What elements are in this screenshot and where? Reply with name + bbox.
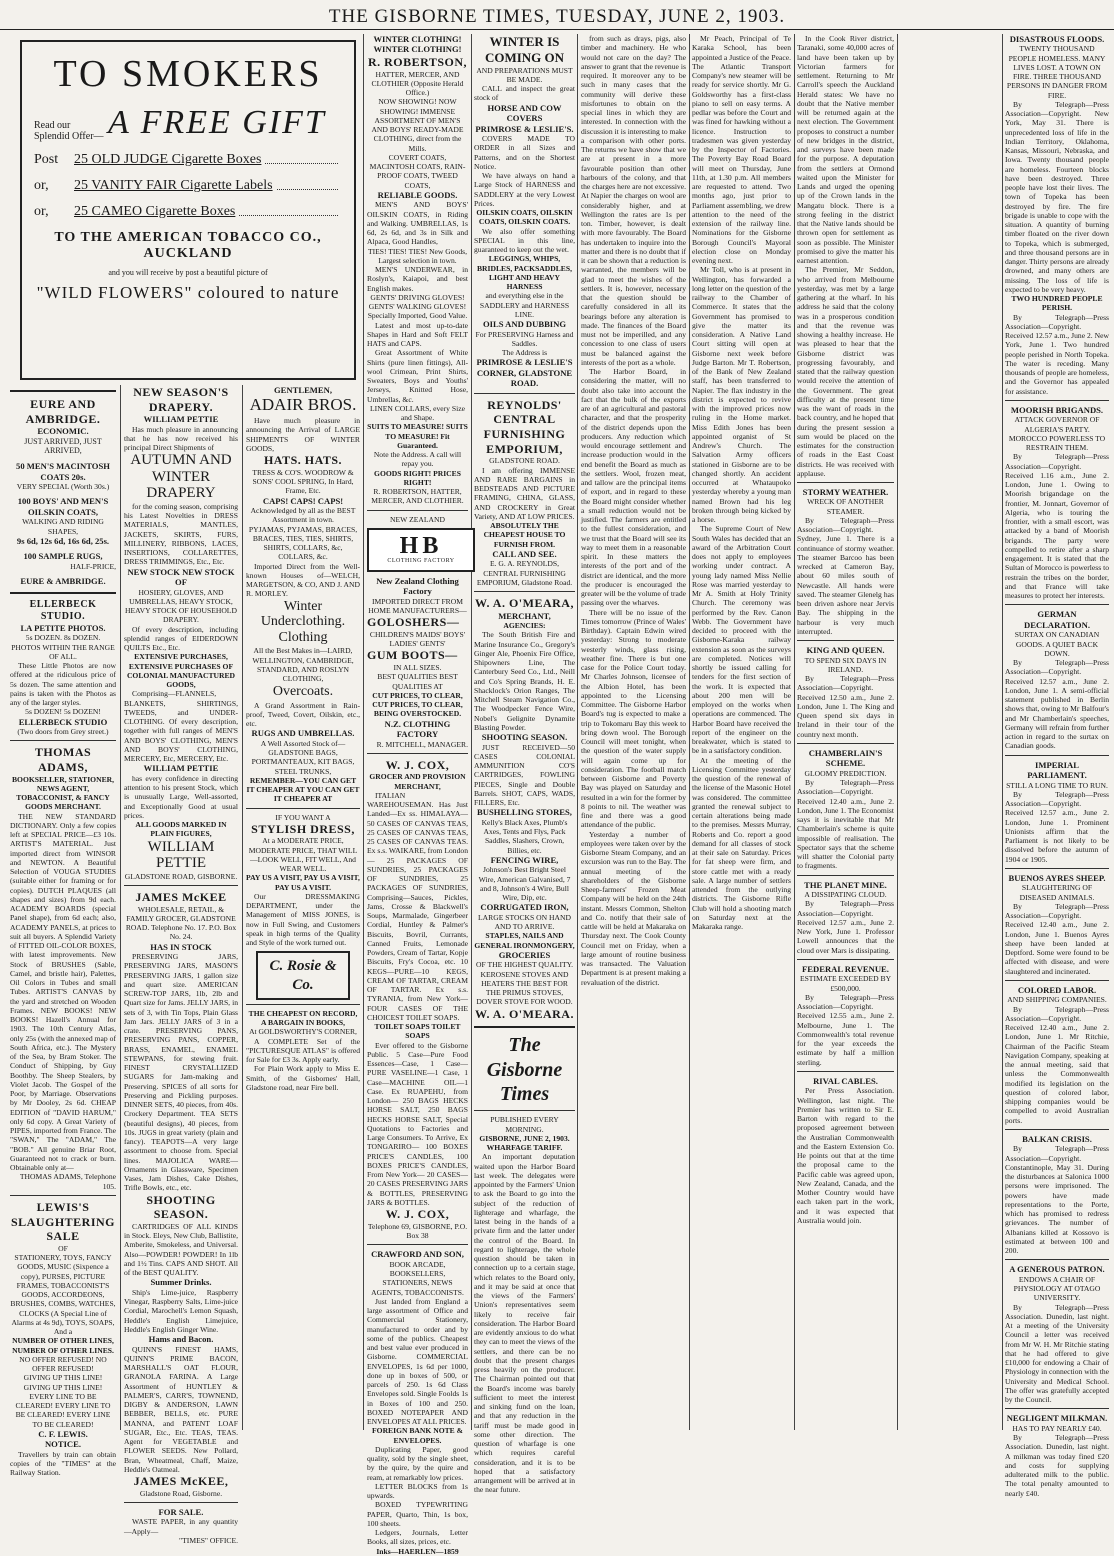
king-text: By Telegraph—Press Association—Copyright. Received 12.50 a.m., June 2. London, June 1. The King and Queen spend six days in Ireland in their tour of the country next month. [797,674,894,739]
lewis-number: NUMBER OF OTHER LINES, NUMBER OF OTHER LINES. [12,1336,114,1355]
crawford-sub: BOOK ARCADE, [389,1259,446,1269]
every-line: EVERY LINE TO BE CLEARED! EVERY LINE TO BE CLEARED! EVERY LINE TO BE CLEARED! [15,1391,111,1429]
article-text: The Supreme Court of New South Wales has decided that an award of the Arbitration Court does not apply to employees working under contract. A young lady named Miss Nellie Rose was married yesterday to Mr A. Smith at Holy Trinity Church. The ceremony was performed by the Rev. Canon Webb. The Government have decided to proceed with the Gisborne-Karaka railway extension as soon as the surveys are completed. Notices will shortly be issued calling for tenders for the first section of the work. It is expected that about 200 men will be employed on the works when operations are commenced. The Harbor Board have received the report of the engineer on the breakwater, which is stated to be in a satisfactory condition. [692,524,791,756]
new-stock: NEW STOCK NEW STOCK OF [127,566,235,588]
stormy-sub: WRECK OF ANOTHER STEAMER. [807,497,884,516]
macintosh-coats: 50 MEN'S MACINTOSH COATS 20s. [16,461,110,482]
omeara-title: W. A. O'MEARA, [475,596,574,611]
hats-hats: HATS. HATS. [263,453,343,468]
winter-sub: AND PREPARATIONS MUST BE MADE. [476,65,573,84]
negligent-text: By Telegraph—Press Association. Dunedin, last night. A milkman was today fined £20 and costs for supplying adulterated milk to the public. The total penalty amounted to nearly £40. [1005,1433,1109,1498]
chamberlain-title: CHAMBERLAIN'S SCHEME. [808,747,883,769]
mckee-items: PRESERVING JARS, PRESERVING JARS, MASON'S PRESERVING JARS, 1 gallon size and quart size. AMERICAN SCREW-TOP JARS, 1lb, 2lb and Quart size for Jams. JELLY JARS, in sets of 3, with Tin Tops, Plain Glass Jam Jars. JELLY JARS of 3 in a crate. PRESERVING PANS, PRESERVING PANS, COPPER, BRASS, ENAMEL, ENAMEL STEWPANS, for stewing fruit. FINEST CRYSTALLIZED SUGARS for Jam-making and Preserving. SPICES of all sorts for Preserving and Pickling purposes. DINNER SETS, 40 pieces, from 40s. Crockery Department. TEA SETS (beautiful designs), 40 pieces, from 10s. JUGS in great variety (plain and fancy). TEAPOTS—A very large assortment to choose from. Special lines. MAJOLICA WARE—Ornaments in Glassware, Specimen Vases, Jam Dishes, Cake Dishes, Trifle Bowls, etc., etc. [124,952,238,1193]
gentlemen: GENTLEMEN, [273,385,333,395]
oils-dubbing: OILS AND DUBBING [482,319,567,330]
rugs-note: HALF-PRICE, [70,561,116,571]
winter-underclothing: Winter Underclothing. [260,598,346,629]
company-name: TO THE AMERICAN TOBACCO CO., AUCKLAND [54,230,322,261]
remember: REMEMBER—YOU CAN GET IT CHEAPER AT YOU CAN GET IT CHEAPER AT [246,775,360,804]
column-rule [794,34,795,1430]
dateline: GISBORNE, JUNE 2, 1903. [479,1133,570,1143]
winter-coming: WINTER IS COMING ON [484,34,565,65]
wild-flowers: "WILD FLOWERS" coloured to nature [36,283,340,302]
rugs-text: A Well Assorted Stock of—GLADSTONE BAGS, PORTMANTEAUX, KIT BAGS, STEEL TRUNKS, [251,738,355,776]
nzcf-sign: N.Z. CLOTHING FACTORY [384,718,451,740]
cox-address: Telephone 69, GISBORNE, P.O. Box 38 [367,1221,468,1241]
generous-text: By Telegraph—Press Association. Dunedin, last night. At a meeting of the University Council a letter was received from Mr W. H. Mr Ritchie stating that he had offered to give £10,000 for endowing a Chair of Physiology in connection with the University and Medical School. The offer was gratefully accepted by the Council. [1005,1302,1109,1405]
rival-text: Per Press Association. Wellington, last night. The Premier has written to Sir E. Barton with regard to the proposed agreement between the Australian Commonwealth and the Eastern Extension Co. He points out that at the time the proposal came to the Pacific cable was agreed upon, New Zealand, Canada, and the Mother Country would have each taken part in the work, and it was expected that Australia would join. [797,1086,894,1225]
best-qualities: BEST QUALITIES BEST QUALITIES AT [377,672,458,691]
smokers-advert [20,40,356,380]
planet-title: THE PLANET MINE. [804,879,887,890]
overcoats: Overcoats. [272,684,334,700]
coats-note: VERY SPECIAL (Worth 30s.) [16,482,110,492]
stylish-dress: STYLISH DRESS, [251,821,355,836]
buenos-title: BUENOS AYRES SHEEP. [1008,872,1106,883]
oilskin-prices: 9s 6d, 12s 6d, 16s 6d, 25s. [16,535,110,546]
call-and-see: CALL AND SEE. [492,548,557,559]
german-text: By Telegraph—Press Association—Copyright. Received 12.57 a.m., June 2. London, June 1. A semi-official statement published in Berlin shows that, owing to Mr Balfour's and Mr Chamberlain's speeches, Germany will refrain from further action in regard to the surtax on Canadian goods. [1005,658,1109,751]
mckee-stock: HAS IN STOCK [150,941,212,952]
mitchell: R. MITCHELL, MANAGER. [376,739,468,749]
offer-prefix: or, [34,204,49,219]
oils-note: For PRESERVING Harness and Saddles. [475,329,574,348]
article-text: At the meeting of the Licensing Committee yesterday the question of the renewal of the license of the Masonic Hotel was considered. The committee granted the renewal subject to certain alterations being made to the premises. Messrs Murray, Roberts and Co. report a good demand for all classes of stock at their sale on Saturday. Prices for fat sheep were firm, and store cattle met with a ready sale. A large number of settlers attended from the outlying districts. The Gisborne Rifle Club will hold a shooting match on Saturday next at the Makaraka range. [692,755,791,931]
masthead: THE GISBORNE TIMES, TUESDAY, JUNE 2, 1903. [0,0,1114,30]
colored-title: COLORED LABOR. [1017,984,1097,995]
article-text: There will be no issue of the Times tomorrow (Prince of Wales' Birthday). Captain Edwin wired yesterday: Strong to moderate westerly winds, glass rising, weather fine. There is but one case for the Police Court today. Mr Charles Johnson, licensee of the Albion Hotel, has been appointed to the Licensing Committee. The Gisborne Harbor Board's tug is expected to make a trip to Tokomaru Bay this week to bring down wool. The Borough Council will meet tonight, when the question of the water supply will again come up for consideration. The football match between Gisborne and Poverty Bay was played on Saturday and resulted in a win for the former by 8 points to nil. The weather was fine and there was a good attendance of the public. [581,607,686,830]
agencies-text: The South British Fire and Marine Insurance Co., Gregory's Ginger Ale, Phoenix Fire Office, Shipowners Line, The Canterbury Seed Co., Ltd., Neill and Co's Spring Brands, H. E. Shacklock's Orion Ranges, The Mitchell Steam Navigation Co., The Woodpecker Fence Wire, Nobel's Gelignite Dynamite Blasting Powder. [474,630,575,732]
reynolds-text: I am offering IMMENSE AND RARE BARGAINS in BEDSTEADS AND PICTURE FRAMING, CHINA, GLASS, AND CROCKERY in Great Variety, AND AT LOW PRICES. [474,465,575,521]
atlas-offer: A COMPLETE Set of the "PICTURESQUE ATLAS" is offered for Sale for £3 3s. Apply early. [246,1036,360,1065]
clothing: Clothing [278,630,328,646]
corrugated-iron: CORRUGATED IRON, [480,902,569,913]
mckee-sub: WHOLESALE, RETAIL, & FAMILY GROCER, GLADSTONE ROAD. Telephone No. 17. P.O. Box No. 24. [125,904,237,942]
column-rule [242,385,243,1430]
floods-sub: TWENTY THOUSAND PEOPLE HOMELESS. MANY LIVES LOST. A TOWN ON FIRE. THREE THOUSAND PERSONS IN DANGER FROM FIRE. [1006,44,1108,100]
editorial: An important deputation waited upon the Harbor Board last week. The delegates were appointed by the Farmers' Union to ask the Board to go into the subject of the reduction of lighterage and wharfage, the latest being in the hands of a private firm and the latter under the control of the Board. In regard to lighterage, the whole question should be taken in connection up to a certain stage, which relates to the Board only, and it may be said at once that the views of the Farmers' Union's representatives seem likely to receive fair consideration. The Harbor Board are evidently anxious to do what they can to meet the views of the settlers, and there can be no doubt that the present charges press heavily on the producer. The Chairman pointed out that the Board's income was barely sufficient to meet the interest and sinking fund on the loan, and that any reduction in the tariff must be made good in some other direction. The question of wharfage is one which requires careful consideration, and it is to be hoped that a satisfactory arrangement will be arrived at in the near future. [474,1152,575,1495]
underwear: MEN'S UNDERWEAR, in Roslyn's, Kaiapoi, and best English makes. [367,265,468,293]
omeara-merchant: MERCHANT, [498,610,551,621]
pay-visit: PAY US A VISIT, PAY US A VISIT, PAY US A VISIT. [246,873,360,892]
caps: CAPS! CAPS! CAPS! [262,495,344,506]
negligent-title: NEGLIGENT MILKMAN. [1006,1413,1108,1424]
pettie-big: WILLIAM PETTIE [147,838,215,872]
bushelling-stores: BUSHELLING STORES, [477,807,572,818]
rugs-umbrellas: RUGS AND UMBRELLAS. [251,728,355,739]
generous-sub: ENDOWS A CHAIR OF PHYSIOLOGY AT OTAGO UNIVERSITY. [1013,1274,1101,1303]
no-offer-refused: NO OFFER REFUSED! NO OFFER REFUSED! [19,1354,107,1374]
fencing-text: Johnson's Best Bright Steel Wire, American Galvanised, 7 and 8, Johnson's 4 Wire, Bull Wire, Dip, etc. [478,865,571,903]
plain-figures: ALL GOODS MARKED IN PLAIN FIGURES, [135,820,227,839]
shooting-items: CARTRIDGES OF ALL KINDS in Stock. Eleys, New Club, Ballistite, Amberite, Smokeless, and Universal. Also—POWDER! POWDER! In 1lb and 1½ Tins. CAPS AND SHOT. All of the BEST QUALITY. [124,1221,238,1278]
corrugated-text: LARGE STOCKS ON HAND AND TO ARRIVE. [478,912,571,932]
cox-text-2: Ever offered to the Gisborne Public. 5 Case—Pure Food Essences—Case, 1 Case—PURE VASELINE—1 Case, 1 Case—MACHINE OIL—1 Case. Ex RUAPEHU, from London— 250 BAGS HECKS HORSE SALT, 250 BAGS HECKS HORSE SALT, Special Quotations to Factories and Large Consumers. To Arrive, Ex TONGARIRO— 100 BOXES PRICE'S CANDLES, 100 BOXES PRICE'S CANDLES, From New York— 20 CASES—20 CASES PRESERVING JARS & BOTTLES, PRESERVING JARS & BOTTLES. [367,1040,468,1207]
article-text: The Harbor Board, in considering the matter, will no doubt also take into account the fact that the bulk of the exports are of an agricultural and pastoral character, and that the prosperity of the district depends upon the producers. Any reduction which would encourage settlement and increase production would in the end benefit the Board as much as the settlers. Wool, frozen meat, and tallow are the principal items of export, and in regard to these the Board might consider whether a small reduction would not be justified. The farmers are entitled to the fullest consideration, and we trust that the Board will see its way to meet them in a reasonable spirit. In these matters the interests of the port and of the district are identical, and the more the producer is encouraged the greater will be the volume of trade passing over the wharves. [581,367,687,608]
reliable-goods: RELIABLE GOODS. [377,189,458,200]
fencing-wire: FENCING WIRE, [490,854,559,865]
offer-note: and you will receive by post a beautiful picture of [108,268,268,277]
hats-text: TRESS & CO'S. WOODROW & SONS' COOL SPRING, In Hard, Frame, Etc. [252,467,354,496]
column-3 [246,385,360,1430]
column-rule [897,34,898,1430]
times-office: "TIMES" OFFICE. [179,1535,238,1545]
lewis-of: OF [58,1243,68,1253]
staples: STAPLES, NAILS AND GENERAL IRONMONGERY, [474,931,575,950]
adams-sign: THOMAS ADAMS, Telephone 105. [19,1172,116,1191]
chamberlain-sub: GLOOMY PREDICTION. [804,768,887,778]
column-2 [124,385,238,1545]
offer-row [34,152,342,168]
pettie-address: GLADSTONE ROAD, GISBORNE. [124,871,238,881]
two-hundred: TWO HUNDRED PEOPLE PERISH. [1011,294,1103,313]
article-text: Mr Peach, Principal of Te Karaka School, has been appointed a Justice of the Peace. The Atlantic Transport Company's new steamer will be ready for service shortly. Mr G. Goldsworthy has a first-class piano to sell on easy terms. A pedlar was before the Court and was fined for hawking without a licence. Instruction to tradesmen was given yesterday by the Inspector of Factories. The Poverty Bay Road Board will meet on Thursday, June 11th, at 1.30 p.m. All members are requested to attend. Two months ago, just prior to Parliament assembling, we drew attention to the need of the extension of the railway line. Nominations for the Gisborne Borough Council's Mayoral election close on Monday evening next. [692,34,791,265]
bushelling-text: Kelly's Black Axes, Plumb's Axes, Tents and Flys, Pack Saddles, Slashers, Crown, Billies, etc. [481,817,568,855]
best-makes: All the Best Makes in—LAIRD, WELLINGTON, CAMBRIDGE, STANDARD, AND ROSLYN CLOTHING, [252,646,354,684]
dotted-leader [239,204,338,216]
price-dozen: 5s DOZEN. 8s DOZEN. [25,633,101,643]
lewis-title: LEWIS'S SLAUGHTERING SALE [10,1199,116,1244]
offer-prefix: Post [34,152,59,167]
nz-clothing-factory: New Zealand Clothing Factory [376,575,459,597]
plain-work: For Plain Work apply to Miss E. Smith, of the Gisbornes' Hall, Gladstone road, near Fire bell. [246,1064,360,1092]
leggings: LEGGINGS, WHIPS, BRIDLES, PACKSADDLES, LIGHT AND HEAVY HARNESS [476,254,572,292]
two-text: By Telegraph—Press Association—Copyright. Received 12.57 a.m., June 2. New York, June 1. Two hundred people perished in North Topeka. The water is receding. Many thousands of people are homeless, and the Governor has appealed for assistance. [1005,312,1109,396]
for-sale: FOR SALE. [158,1506,204,1517]
gloves: GENTS' DRIVING GLOVES! GENTS' WALKING GLOVES! Specially Imported, Good Value. [367,292,468,321]
summer-items: Ship's Lime-juice, Raspberry Vinegar, Raspberry Salts, Lime-juice Cordial, Marochell's Lemon Squash, Heddle's English Limejuice, Heddle's English Ginger Wine. [124,1287,238,1334]
planet-text: By Telegraph—Press Association—Copyright. Received 12.57 a.m., June 2. New York, June 1. Professor Lowell announces that the cloud over Mars is dissipating. [797,899,894,955]
gisborne-times-title: The Gisborne Times [486,1034,563,1106]
goods-right: GOODS RIGHT! PRICES RIGHT! [374,468,461,487]
robertson-sign: R. ROBERTSON, HATTER, MERCER, AND CLOTHIER. [371,487,464,506]
oilskin-coats-2: OILSKIN COATS, OILSKIN COATS, OILSKIN COATS. [476,208,573,227]
adams-title: THOMAS ADAMS, [34,745,92,775]
pyjamas: PYJAMAS, PYJAMAS, BRACES, BRACES, TIES, TIES, SHIRTS, SHIRTS, COLLARS, &c, COLLARS, &c. [248,524,358,562]
adair-title: ADAIR BROS. [249,395,357,415]
imperial-sub: STILL A LONG TIME TO RUN. [1006,780,1108,790]
pettie-text: has every confidence in directing attention to his present Stock, which is unusually Large, Well-assorted, and Exceptionally Good at usual prices. [124,773,238,820]
lewis-and: And a [53,1327,73,1337]
shooting-text: JUST RECEIVED—50 CASES COLONIAL AMMUNITION CO'S CARTRIDGES, FOWLING PIECES, Single and Double Barrels. SHOT, CAPS, WADS, FILLERS, Etc. [474,742,575,808]
moorish-text: By Telegraph—Press Association—Copyright. Received 1.16 a.m., June 2. London, June 1. Owing to Moorish brigandage on the frontier, M. Jonnart, Governor of Algeria, who is touring the frontier, with a small escort, was attacked by a band of Moorish brigands. The party were compelled to retire after a sharp engagement. It is stated that the Sultan of Morocco is powerless to restrain the tribes on the border, and that France will take measures to protect her interests. [1005,452,1109,601]
goldsworthy-corner: At GOLDSWORTHY'S CORNER, [249,1027,357,1037]
column-rule [471,34,472,1430]
mckee-title: JAMES McKEE [135,889,227,904]
lewis-sign: C. F. LEWIS. [38,1428,88,1439]
waste-paper: WASTE PAPER, in any quantity—Apply— [124,1517,238,1536]
now-showing: NOW SHOWING! NOW SHOWING! IMMENSE ASSORTMENT OF MEN'S AND BOYS' READY-MADE CLOTHING, direct from the Mills. [371,97,464,153]
column-8 [797,34,894,1430]
photos-range: PHOTOS WITHIN THE RANGE OF ALL. [11,642,115,661]
photos-text: These Little Photos are now offered at the ridiculous price of 5s dozen. The same attention and pains is taken with the Photos as any of the larger styles. [10,661,116,708]
federal-title: FEDERAL REVENUE. [802,963,889,974]
drapery-title: NEW SEASON'S DRAPERY. [133,385,229,414]
smokers-title: TO SMOKERS [53,53,323,95]
article-text: from such as drays, pigs, also timber and machinery. He who would not care on the day? The answer to grant that the revenue is required. It moreover any to be such in many cases that the community will derive these misfortunes to obtain on the special lines in which they are interested. In connection with the discussion it is interesting to make a comparison with other ports. The returns we have show that we are at present in a more favourable position than other harbours of the colony, and that the charges here are not excessive. At Napier the charges on wool are considerably higher, and at Wellington the rates are 1s per ton. Timber, however, is dealt with more favourably. The Board has undertaken to inquire into the matter and there is no doubt that if it can be shown that a reduction is warranted, the members will be glad to meet the wishes of the settlers. It is, however, necessary that the question should be carefully considered in all its bearings before any alteration is made. The finances of the Board must not be imperilled, and any concession to one class of users must be balanced against the interests of the port as a whole. [581,34,686,367]
studio-note: (Two doors from Grey street.) [17,727,109,737]
published: PUBLISHED EVERY MORNING. [490,1115,559,1134]
foreign-text: Duplicating Paper, good quality, sold by the single sheet, by the quire, by the quire and ream, at remarkably low prices. [367,1444,468,1482]
note-address: Note the Address. A call will repay you. [373,450,462,469]
offer-item: 25 CAMEO Cigarette Boxes [74,204,236,219]
nz-title: NEW ZEALAND [390,514,445,524]
foreign-bank-note: FOREIGN BANK NOTE & ENVELOPES. [372,1426,463,1445]
offer-item: 25 VANITY FAIR Cigarette Labels [74,178,273,193]
extensive: EXTENSIVE PURCHASES, EXTENSIVE PURCHASES OF COLONIAL MANUFACTURED GOODS, [126,652,236,690]
arrived: JUST ARRIVED, JUST ARRIVED, [24,436,102,456]
covert-coats: COVERT COATS, MACINTOSH COATS, RAIN-PROOF COATS, TWEED COATS, [369,152,466,190]
caps-text: Acknowledged by all as the BEST Assortment in town. [250,506,356,525]
generous-title: A GENEROUS PATRON. [1009,1264,1105,1275]
kerosene: KEROSENE STOVES AND HEATERS THE BEST FOR THE PRIMUS STOVES, DOVER STOVE FOR WOOD. [476,969,573,1007]
robertson-oilskin: MEN'S AND BOYS' OILSKIN COATS, in Riding and Walking. UMBRELLAS, 1s 6d, 2s 6d, and 3s in Silk and Alpaca, Good Handles, [367,200,468,247]
horse-cow-covers: HORSE AND COW COVERS [487,102,562,124]
offer-line [34,104,342,142]
colored-sub: AND SHIPPING COMPANIES. [1007,995,1107,1005]
latest-shapes: Latest and most up-to-date Shapes in Hard and Soft FELT HATS and CAPS. [367,320,468,349]
moorish-sub: ATTACK GOVERNOR OF ALGERIA'S PARTY. MOROCCO POWERLESS TO RESTRAIN THEM. [1008,415,1106,453]
robertson-title: R. ROBERTSON, [367,54,468,69]
article-text: Mr Toll, who is at present in Wellington, has forwarded a long letter on the question of the railway to the Chamber of Commerce. It states that the Government has promised to give the matter its consideration. A Native Land Court sitting will open at Gisborne next week before Judge Barton. Mr T. Robertson, of the Bank of New Zealand staff, has been transferred to Napier. The flax industry in the district is expected to revive with the improved prices now ruling in the Home market. Miss Edith Jones has been appointed organist of St Andrew's Church. The Salvation Army officers stationed in Gisborne are to be changed shortly. An accident occurred at Whataupoko yesterday whereby a young man named Brown had his leg broken through being kicked by a horse. [692,265,791,524]
pettie-intro: Has much pleasure in announcing that he has now received his principal Direct Shipments of [124,424,238,453]
comprising: Comprising—FLANNELS, BLANKETS, SHIRTINGS, TWEEDS, and UNDER-CLOTHING. Of every description, together with full ranges of MEN'S AND BOYS' CLOTHING, MEN'S AND BOYS' CLOTHING, MERCERY, Etc, MERCERY, Etc. [124,689,238,764]
summer-drinks: Summer Drinks. [150,1277,212,1288]
buenos-sub: SLAUGHTERING OF DISEASED ANIMALS. [1019,883,1095,902]
primrose-corner: PRIMROSE & LESLIE'S CORNER, GLADSTONE ROAD. [476,357,573,389]
balkan-text: By Telegraph—Press Association—Copyright. Constantinople, May 31. During the disturbances at Salonica 1000 persons were imprisoned. The powers have made representations to the Porte, which has promised to redress grievances. The number of Albanians killed at Kossovo is estimated at between 100 and 200. [1005,1144,1109,1256]
article-text: The Premier, Mr Seddon, who arrived from Melbourne yesterday, was met by a large gathering at the wharf. In his address he said that the colony was in a prosperous condition and that the revenue was showing a healthy increase. He was pleased to hear that the Gisborne district was progressing favourably, and stated that the railway question would receive the attention of the Government. The great difficulty at the present time was the want of roads in the back country, and he hoped that during the present session a sum would be placed on the estimates for the construction of roads in the East Coast districts. He was received with applause. [797,265,894,478]
suits-to-measure: SUITS TO MEASURE! SUITS TO MEASURE! Fit Guaranteed. [367,422,468,450]
nzcf-text: IMPORTED DIRECT FROM HOME MANUFACTURERS— [368,596,467,616]
shooting-season: SHOOTING SEASON. [146,1192,216,1222]
petite-photos: LA PETITE PHOTOS. [20,623,106,633]
planet-sub: A DISSIPATING CLOUD. [804,890,887,900]
groceries-text: OF THE HIGHEST QUALITY. [475,960,574,970]
column-1 [10,385,116,1478]
cox-sign: W. J. COX, [385,1207,450,1222]
article-text: Yesterday a number of employees were taken over by the Gisborne Steam Company, and an excursion was run to the Bay. The annual meeting of the shareholders of the Gisborne Sheep-farmers' Frozen Meat Company will be held on the 24th instant. Messrs Common, Shelton and Co. notify that their sale of cattle will be held at Makaraka on Thursday next. The Cook County Council met on Friday, when a large amount of routine business was transacted. The Valuation Department is at present making a revaluation of the district. [581,829,686,987]
balkan-title: BALKAN CRISIS. [1022,1133,1092,1144]
address-is: The Address is [501,348,548,358]
hams-bacon: Hams and Bacon. [148,1334,214,1345]
king-title: KING AND QUEEN. [806,645,885,656]
column-rule [363,34,364,1430]
pettie-name-2: WILLIAM PETTIE [143,763,219,774]
hams-items: QUINN'S FINEST HAMS, QUINN'S PRIME BACON, MARSHALL'S OAT FLOUR, GRANOLA FARINA. A Large Assortment of HUNTLEY & PALMER'S, CARR'S, TOWNEND, DIGBY & ANDERSON, LAWN BEBBER, BELLS, etc. PURE MANNA, and PATENT LOAF SUGAR, Etc., Etc. TEAS, TEAS. Agent for VEGETABLE and FLOWER SEEDS. New Pollard, Bran, Wheatmeal, Chaff, Maize, Heddle's Oatmeal. [124,1344,238,1474]
federal-sub: ESTIMATE EXCEEDED BY £500,000. [799,974,892,993]
stormy-title: STORMY WEATHER. [802,487,889,497]
column-6 [581,34,686,1430]
gum-boots: GUM BOOTS— [367,648,458,663]
hb-logo [367,528,475,572]
free-gift: A FREE GIFT [108,104,326,141]
linen-collars: LINEN COLLARS, every Size and Shape. [370,403,465,423]
absolutely-cheapest: ABSOLUTELY THE CHEAPEST HOUSE TO FURNISH FROM. [483,521,566,549]
groceries: GROCERIES [498,949,551,960]
leggings-note: and everything else in the SADDLERY and HARNESS LINE. [479,291,570,319]
omeara-shooting: SHOOTING SEASON. [481,732,568,743]
winter-clothing: WINTER CLOTHING! WINTER CLOTHING! [373,34,462,55]
robertson-sub: HATTER, MERCER, AND CLOTHIER (Opposite Herald Office.) [371,69,464,98]
column-5 [474,34,575,1495]
crawford-body: Just landed from England a large assortment of Office and Commercial Stationery, manufactured to order and by some of the publics. Cheapest and best value ever produced in Gisborne. COMMERCIAL ENVELOPES, 1s 6d per 1000, done up in boxes of 500, or parcels of 250. 1s 6d Class Envelopes sold. Single Foolds 1s in Boxes of 100 and 250. BOXED NOTEPAPER AND ENVELOPES AT ALL PRICES. [367,1296,468,1426]
typewriting: BOXED TYPEWRITING PAPER, Quarto, Thin, 1s box, 100 sheets. [367,1500,468,1528]
column-4 [367,34,468,1556]
goloshers-list: CHILDREN'S MAIDS' BOYS' LADIES' GENTS' [369,629,466,649]
imported-direct: Imported Direct from the Well-known Houses of—WELCH, MARGETSON, & CO, AND J. AND R. MORLEY. [246,561,360,599]
moorish-title: MOORISH BRIGANDS. [1010,404,1104,415]
lewis-items: STATIONERY, TOYS, FANCY GOODS, MUSIC (Sixpence a copy), PURSES, PICTURE FRAMES, TOBACCONIST'S GOODS, ACCORDEONS, BRUSHES, COMBS, WATCHES, CLOCKS (A Special Line of Alarms at 4s 9d), TOYS, SOAPS, [10,1253,116,1327]
pettie-name: WILLIAM PETTIE [143,414,219,425]
overcoats-text: A Grand Assortment in Rain-proof, Tweed, Covert, Oilskin, etc., etc. [246,700,360,729]
column-rule [689,34,690,1430]
dotted-leader [265,152,338,164]
crawford-title: CRAWFORD AND SON, [371,1249,464,1260]
ledgers: Ledgers, Journals, Letter Books, all sizes, prices, etc. [367,1528,468,1547]
reynolds-sign: E. G. A. REYNOLDS, CENTRAL FURNISHING EMPORIUM, Gladstone Road. [476,559,573,587]
hosiery: HOSIERY, GLOVES, AND UMBRELLAS, HEAVY STOCK, HEAVY STOCK OF HOUSEHOLD DRAPERY. [125,587,237,625]
drapery-text: for the coming season, comprising his Latest Novelties in DRESS MATERIALS, MANTLES, JACKETS, SKIRTS, FURS, MILLINERY, RIBBONS, LACES, INSERTIONS, COLLARETTES, DRESS TRIMMINGS, Etc., Etc. [124,501,238,567]
floods-title: DISASTROUS FLOODS. [1009,34,1105,44]
article-text: In the Cook River district, Taranaki, some 40,000 acres of land have been taken up by Victorian farmers for settlement. Returning to Mr Carroll's speech the Auckland Herald states: We have no doubt that the Native member will be returned again at the next election. The Government proposes to construct a number of new bridges in the district, and surveys have been made for the purpose. A deputation from the settlers at Ormond waited upon the Minister for Lands and urged the opening up of the Crown lands in the Mangatu block. There is a strong feeling in the district that the Native lands should be thrown open for settlement as soon as possible. The Minister promised to give the matter his earnest attention. [797,34,894,265]
ties: TIES! TIES! TIES! New Goods, Largest selection in town. [367,246,468,265]
primrose-leslie: PRIMROSE & LESLIE'S. [475,123,574,134]
column-rule [577,34,578,1430]
economic: ECONOMIC. [37,426,89,437]
reynolds-title: REYNOLDS' CENTRAL FURNISHING EMPORIUM, [483,397,566,456]
negligent-sub: HAS TO PAY NEARLY £40. [1012,1423,1102,1433]
crawford-text: BOOKSELLERS, STATIONERS, NEWS AGENTS, TOBACCONISTS. [371,1269,464,1297]
gum-note: IN ALL SIZES. [393,663,442,673]
mckee-address: Gladstone Road, Gisborne. [139,1488,223,1498]
covers-made: COVERS MADE TO ORDER in all Sizes and Patterns, and on the Shortest Notice. [474,134,575,171]
chamberlain-text: By Telegraph—Press Association—Copyright. Received 12.40 a.m., June 2. London, June 1. The Economist says it is inevitable that Mr Chamberlain's scheme is quite impossible of realisation. The Spectator says that the scheme will shatter the Colonial party to fragments. [797,778,894,871]
offer-prefix: or, [34,178,49,193]
adair-text: Have much pleasure in announcing the Arrival of LARGE SHIPMENTS OF WINTER GOODS, [246,416,360,453]
offer-row [34,204,342,220]
stormy-text: By Telegraph—Press Association—Copyright. Sydney, June 1. There is a continuance of stormy weather. The steamer Barcoo has been wrecked at Cameron Bay, about 60 miles south of Newcastle. All hands were saved. The steamer Glenelg has been driven ashore near Jervis Bay. The shipping in the harbour is very much interrupted. [797,515,894,636]
imperial-text: By Telegraph—Press Association—Copyright. Received 12.57 a.m., June 2. London, June 1. Prominent Unionists affirm that the Parliament is not likely to be dissolved before the autumn of 1904 or 1905. [1005,789,1109,864]
cheapest-on-record: THE CHEAPEST ON RECORD, [248,1008,358,1018]
adams-text: THE NEW STANDARD DICTIONARY. Only a few copies left at SPECIAL PRICE—£3 10s. ARTIST'S MATERIAL. Just imported direct from WINSOR and NEWTON. A Beautiful Selection of VOUGA STUDIES (suitable either for framing or for copies). DUTCH PLAQUES (all shapes and sizes) from 9d each. ACADEMY BOARDS (special Panel shape), from 6d each; also, ACADEMY PANELS, at prices to suit all buyers. A Splendid Variety of FITTED OIL-COLOR BOXES, with latest improvements. New Stock of BRUSHES (Sable, Camel, and bristle hair), Palettes, Oil Colors in Tubes and small Tubes. ARTIST'S CANVAS by the yard and stretched on Wooden Frames. NEW BOOKS! NEW BOOKS! Hazell's Annual for 1903. The 10th Century Atlas, only 25s (with the annexed map of South Africa, etc.). The Mystery of the Sea, by Bram Stoker. The Conduct of Shipping, by Guy Boothby. The Sheep Stealers, by Violet Jacob. The Gospel of the Poor, by Marriage. Observations by Mr Dooley, 2s 6d. CHEAP EDITION of "DAVID HARUM," only 6d copy. A Great Variety of PIPES, imported from France. The "SWAN," The "ADAM," The "BOB." All genuine Briar Root, Guaranteed not to crack or burn. Obtainable only at— [10,811,116,1173]
german-sub: SURTAX ON CANADIAN GOODS. A QUIET BACK DOWN. [1014,630,1100,658]
column-rule [120,385,121,1430]
toilet-soaps: TOILET SOAPS TOILET SOAPS [374,1022,461,1041]
colored-text: By Telegraph—Press Association—Copyright. Received 12.40 a.m., June 2. London, June 1. Mr Ritchie, Chairman of the Pacific Steam Navigation Company, speaking at the annual meeting, said that unless the Commonwealth modified its legislation on the question of colored labor, shipping companies would be compelled to avoid Australian ports. [1005,1004,1109,1125]
offer-item: 25 OLD JUDGE Cigarette Boxes [74,152,262,167]
shirts: Great Assortment of White Shirts (pure linen fittings), All-wool Crimean, Print Shirts, Sweaters, Boys and Youths' Jerseys, Knitted Hose, Umbrellas, &c. [367,348,468,404]
omeara-sign: W. A. O'MEARA. [475,1006,574,1021]
stylish-lead: IF YOU WANT A [275,812,331,822]
agencies: AGENCIES: [503,621,546,631]
oilskin-note: WALKING AND RIDING SHAPES, [22,517,104,536]
hb-logo-caption: CLOTHING FACTORY [387,558,455,565]
stylish-text: At a MODERATE PRICE, MODERATE PRICE, THAT WILL—LOOK WELL, FIT WELL, And WEAR WELL. [248,836,358,874]
dressmaking: Our DRESSMAKING DEPARTMENT, under the Management of MISS JONES, is now in Full Swing, and Customers speak in high terms of the Quality and Style of the work turned out. [246,891,360,948]
cut-prices: CUT PRICES, TO CLEAR, CUT PRICES, TO CLEAR, BEING OVERSTOCKED. [372,690,463,719]
column-7 [692,34,791,1430]
floods-text: By Telegraph—Press Association—Copyright. New York, May 31. There is unprecedented loss of life in the Indian Territory, Oklahoma, Kansas, Missouri, Nebraska, and Iowa. Twenty thousand people are homeless. Fourteen blocks have been destroyed. Three people have lost their lives. The town of Topeka has been destroyed by fire. The fire brigade is unable to cope with the situation. A quantity of burning timber floated on the river down to Topeka, which is submerged, and three thousand persons are in danger. Thirty persons are already drowned, and many others are missing. The loss of life is expected to be very heavy. [1005,99,1109,294]
autumn-winter: AUTUMN AND WINTER DRAPERY [130,452,232,502]
cox-title: W. J. COX, [385,757,450,772]
notice-text: Travellers by train can obtain copies of the "TIMES" at the Railway Station. [10,1449,116,1478]
cox-text: ITALIAN WAREHOUSEMAN. Has Just Landed—Ex ss. HIMALAYA— 50 CASES OF CANVAS TEAS, 25 CASES OF CANVAS TEAS, 25 CASES OF CANVAS TEAS. Ex s.s. WAIKARE, from London— 25 PACKAGES OF SUNDRIES, 25 PACKAGES OF SUNDRIES, 25 PACKAGES OF SUNDRIES, Comprising—Sauces, Pickles, Jams, Crosse & Blackwell's Soups, Marmalade, Gingerbeer Cordial, Huntley & Palmer's Biscuits, Bovril, Currants, Canned Fruits, Lemonade Powders, Cream of Tartar, Kopje Biscuits, Fry's Cocoa, etc. 10 KEGS—PURE—10 KEGS, CREAM OF TARTAR, CREAM OF TARTAR. Ex s.s. TYRANIA, from New York— FOUR CASES OF THE CHOICEST TOILET SOAPS. [367,790,468,1022]
column-rule [1002,34,1003,1430]
editorial-heading: WHARFAGE TARIFF. [486,1143,563,1153]
oilskin-coats: 100 BOYS' AND MEN'S OILSKIN COATS, [17,496,109,517]
studio-name: ELLERBECK STUDIO [18,716,108,727]
col4-footer: Inks—HAERLEN—1859 [376,1546,459,1556]
bargain-books: A BARGAIN IN BOOKS, [261,1018,345,1028]
king-sub: TO SPEND SIX DAYS IN IRELAND. [804,655,887,674]
eiderdown: Of every description, including splendid ranges of EIDERDOWN QUILTS Etc., Etc. [124,624,238,653]
price-dozen-2: 5s DOZEN! 5s DOZEN! [25,707,101,717]
rosie-logo: C. Rosie & Co. [256,951,350,1000]
offer-row [34,178,342,194]
federal-text: By Telegraph—Press Association—Copyright. Received 12.55 a.m., June 2. Melbourne, June 1. The Commonwealth's total revenue for the year exceeds the estimate by half a million sterling. [797,992,894,1067]
special: We also offer something SPECIAL in this line, guaranteed to keep out the wet. [474,226,575,255]
mckee-sign: JAMES McKEE, [133,1474,229,1489]
offer-lead: Read our Splendid Offer— [34,120,104,142]
sample-rugs: 100 SAMPLE RUGS, [23,551,103,562]
imperial-title: IMPERIAL PARLIAMENT. [1027,759,1087,781]
rival-title: RIVAL CABLES. [813,1075,878,1086]
harness-stock: We have always on hand a Large Stock of HARNESS and SADDLERY at the very Lowest Prices. [474,171,575,208]
studio-title: ELLERBECK STUDIO. [29,598,97,622]
giving-up: GIVING UP THIS LINE! GIVING UP THIS LINE! [23,1373,103,1392]
german-title: GERMAN DECLARATION. [1024,609,1090,630]
call-inspect: CALL and inspect the great stock of [474,84,575,103]
notice-title: NOTICE. [44,1439,82,1450]
letter-blocks: LETTER BLOCKS from 1s upwards. [367,1481,468,1500]
cox-sub: GROCER AND PROVISION MERCHANT, [369,772,466,791]
eure-footer: EURE & AMBRIDGE. [20,576,106,587]
buenos-text: By Telegraph—Press Association—Copyright. Received 12.40 a.m., June 2. London, June 1. Buenos Ayres sheep have been landed at Deptford. Some were found to be affected with disease, and were slaughtered and incinerated. [1005,901,1109,976]
adams-sub: BOOKSELLER, STATIONER, NEWS AGENT, TOBACCONIST, & FANCY GOODS MERCHANT. [11,774,115,812]
eure-title: EURE AND AMBRIDGE. [25,397,101,426]
goloshers: GOLOSHERS— [367,615,460,630]
reynolds-address: GLADSTONE ROAD. [489,456,560,466]
dotted-leader [277,178,338,190]
hb-letters: HB [399,533,443,560]
column-9 [1005,34,1109,1498]
